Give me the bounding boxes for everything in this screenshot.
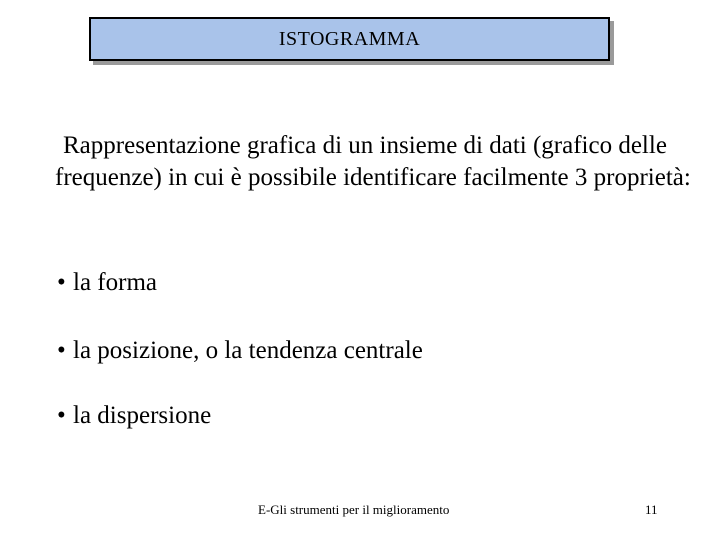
bullet-text: la forma <box>73 269 157 296</box>
bullet-item <box>57 268 157 298</box>
footer-label: E-Gli strumenti per il miglioramento <box>258 502 450 517</box>
slide-title: ISTOGRAMMA <box>278 28 421 50</box>
bullet-marker: • <box>57 269 66 296</box>
title-box <box>89 17 610 61</box>
bullet-marker: • <box>57 337 66 364</box>
bullet-marker: • <box>57 402 66 429</box>
intro-paragraph: Rappresentazione grafica di un insieme di dati (grafico delle frequenze) in cui è possibile identificare facilmente 3 proprietà: <box>55 132 691 191</box>
bullet-item <box>57 401 211 431</box>
bullet-text: la dispersione <box>73 402 212 429</box>
bullet-text: la posizione, o la tendenza centrale <box>73 337 423 364</box>
bullet-item <box>57 336 423 366</box>
page-number: 11 <box>645 502 658 517</box>
